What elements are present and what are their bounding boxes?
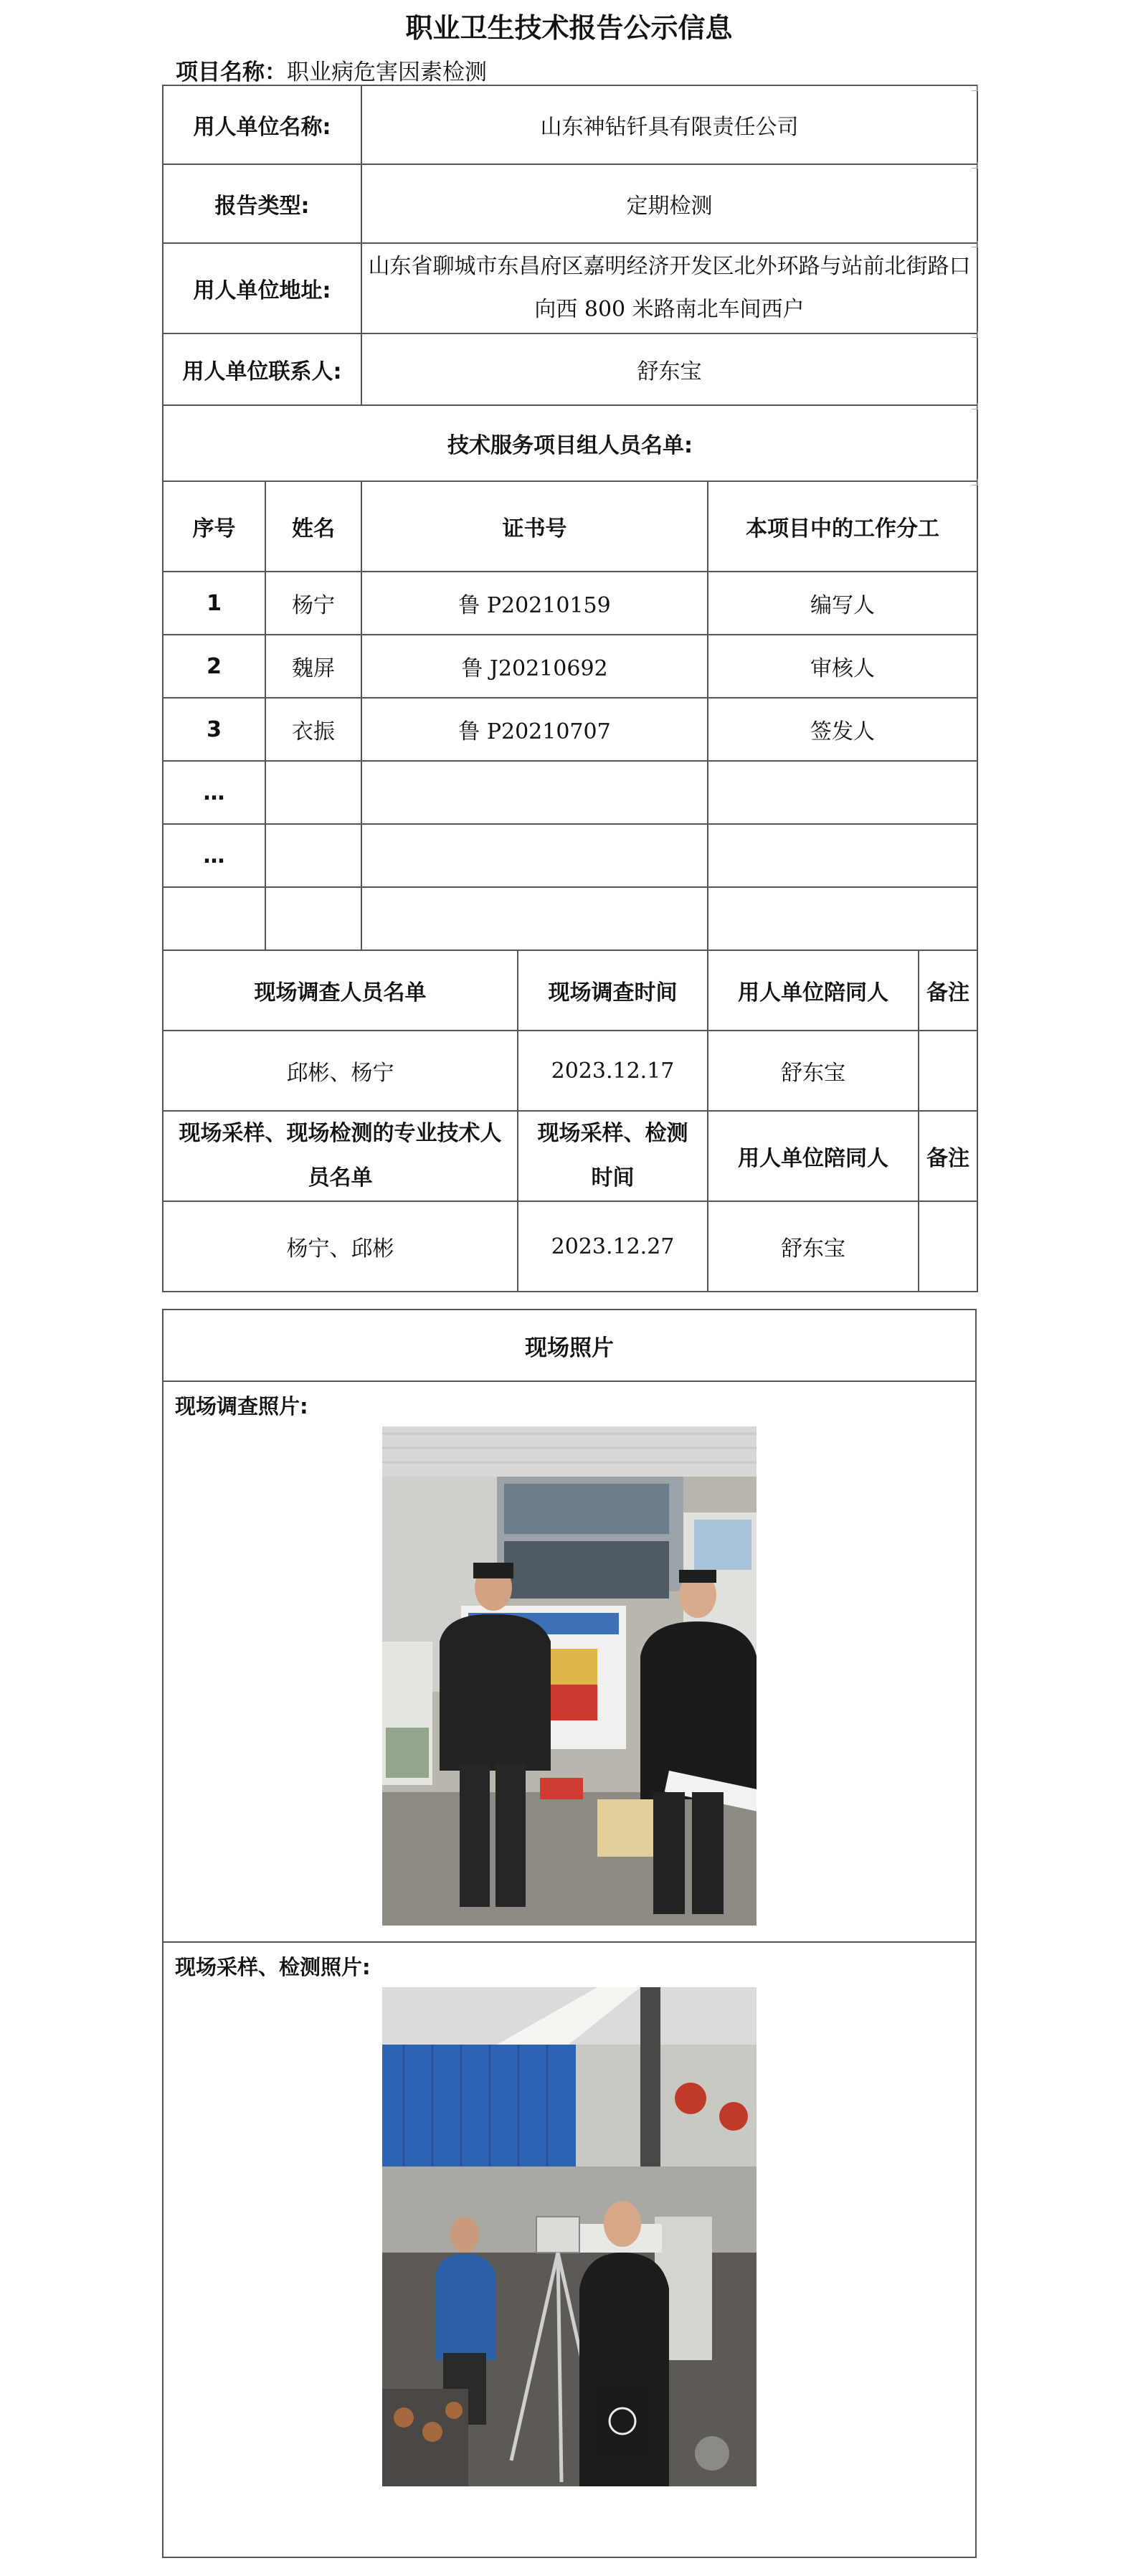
employer-name-label: 用人单位名称: (163, 85, 361, 164)
team-cell-name (265, 824, 361, 887)
team-cell-role (708, 824, 977, 887)
sampling-time: 2023.12.27 (518, 1201, 708, 1292)
return-mark (972, 241, 978, 247)
survey-header-note: 备注 (919, 950, 977, 1031)
team-header-role: 本项目中的工作分工 (708, 481, 977, 572)
team-row (163, 635, 977, 698)
sampling-photo-label: 现场采样、检测照片: (175, 1955, 371, 1979)
survey-escort: 舒东宝 (708, 1031, 919, 1111)
team-row (163, 572, 977, 635)
return-mark (972, 85, 978, 91)
survey-note (919, 1031, 977, 1111)
survey-staff: 邱彬、杨宁 (163, 1031, 518, 1111)
sampling-row (163, 1201, 977, 1292)
sampling-header-row (163, 1111, 977, 1201)
team-row (163, 824, 977, 887)
survey-photo-section (163, 1382, 975, 1943)
report-type-label: 报告类型: (163, 164, 361, 243)
project-value: 职业病危害因素检测 (287, 60, 487, 85)
survey-header-escort: 用人单位陪同人 (708, 950, 919, 1031)
project-line (176, 54, 487, 86)
team-title: 技术服务项目组人员名单: (163, 405, 977, 481)
team-row (163, 698, 977, 761)
sampling-header-escort: 用人单位陪同人 (708, 1111, 919, 1201)
employer-row (163, 85, 977, 164)
team-cell-role: 签发人 (708, 698, 977, 761)
team-title-row (163, 405, 977, 481)
team-cell-cert (361, 761, 708, 824)
team-cell-index: 2 (163, 635, 265, 698)
team-cell-role (708, 761, 977, 824)
team-cell-index: … (163, 824, 265, 887)
sampling-photo-section (163, 1943, 975, 2558)
team-cell-cert: 鲁 P20210707 (361, 698, 708, 761)
team-cell-index: 3 (163, 698, 265, 761)
team-cell-cert (361, 887, 708, 950)
team-cell-name: 魏屏 (265, 635, 361, 698)
contact-value: 舒东宝 (361, 333, 977, 405)
survey-photo (382, 1426, 757, 1926)
team-cell-cert: 鲁 P20210159 (361, 572, 708, 635)
survey-header-row (163, 950, 977, 1031)
employer-name-value: 山东神钻钎具有限责任公司 (361, 85, 977, 164)
team-cell-cert (361, 824, 708, 887)
address-value: 山东省聊城市东昌府区嘉明经济开发区北外环路与站前北街路口向西 800 米路南北车间西户 (361, 243, 977, 333)
sampling-header-staff: 现场采样、现场检测的专业技术人员名单 (163, 1111, 518, 1201)
team-row (163, 761, 977, 824)
team-header-cert: 证书号 (361, 481, 708, 572)
team-cell-index (163, 887, 265, 950)
team-header-name: 姓名 (265, 481, 361, 572)
sampling-escort: 舒东宝 (708, 1201, 919, 1292)
sampling-photo (382, 1987, 757, 2486)
team-cell-name (265, 887, 361, 950)
team-cell-name: 衣振 (265, 698, 361, 761)
sampling-note (919, 1201, 977, 1292)
survey-header-time: 现场调查时间 (518, 950, 708, 1031)
survey-row (163, 1031, 977, 1111)
survey-photo-label: 现场调查照片: (175, 1394, 308, 1419)
return-mark (972, 403, 978, 409)
return-mark (972, 162, 978, 169)
team-cell-role: 审核人 (708, 635, 977, 698)
address-label: 用人单位地址: (163, 243, 361, 333)
team-cell-name (265, 761, 361, 824)
contact-label: 用人单位联系人: (163, 333, 361, 405)
team-cell-cert: 鲁 J20210692 (361, 635, 708, 698)
report-type-row (163, 164, 977, 243)
sampling-header-time: 现场采样、检测时间 (518, 1111, 708, 1201)
team-cell-name: 杨宁 (265, 572, 361, 635)
survey-header-staff: 现场调查人员名单 (163, 950, 518, 1031)
project-label: 项目名称： (176, 60, 287, 85)
photos-table (162, 1309, 977, 2558)
sampling-staff: 杨宁、邱彬 (163, 1201, 518, 1292)
team-cell-index: 1 (163, 572, 265, 635)
return-mark (972, 479, 978, 486)
contact-row (163, 333, 977, 405)
team-cell-role (708, 887, 977, 950)
report-type-value: 定期检测 (361, 164, 977, 243)
sampling-header-note: 备注 (919, 1111, 977, 1201)
page-title: 职业卫生技术报告公示信息 (405, 12, 733, 44)
photos-header: 现场照片 (163, 1310, 975, 1382)
team-cell-index: … (163, 761, 265, 824)
return-mark (972, 331, 978, 338)
team-header-index: 序号 (163, 481, 265, 572)
info-table (162, 85, 978, 1292)
team-cell-role: 编写人 (708, 572, 977, 635)
survey-time: 2023.12.17 (518, 1031, 708, 1111)
team-header-row (163, 481, 977, 572)
address-row (163, 243, 977, 333)
team-row (163, 887, 977, 950)
